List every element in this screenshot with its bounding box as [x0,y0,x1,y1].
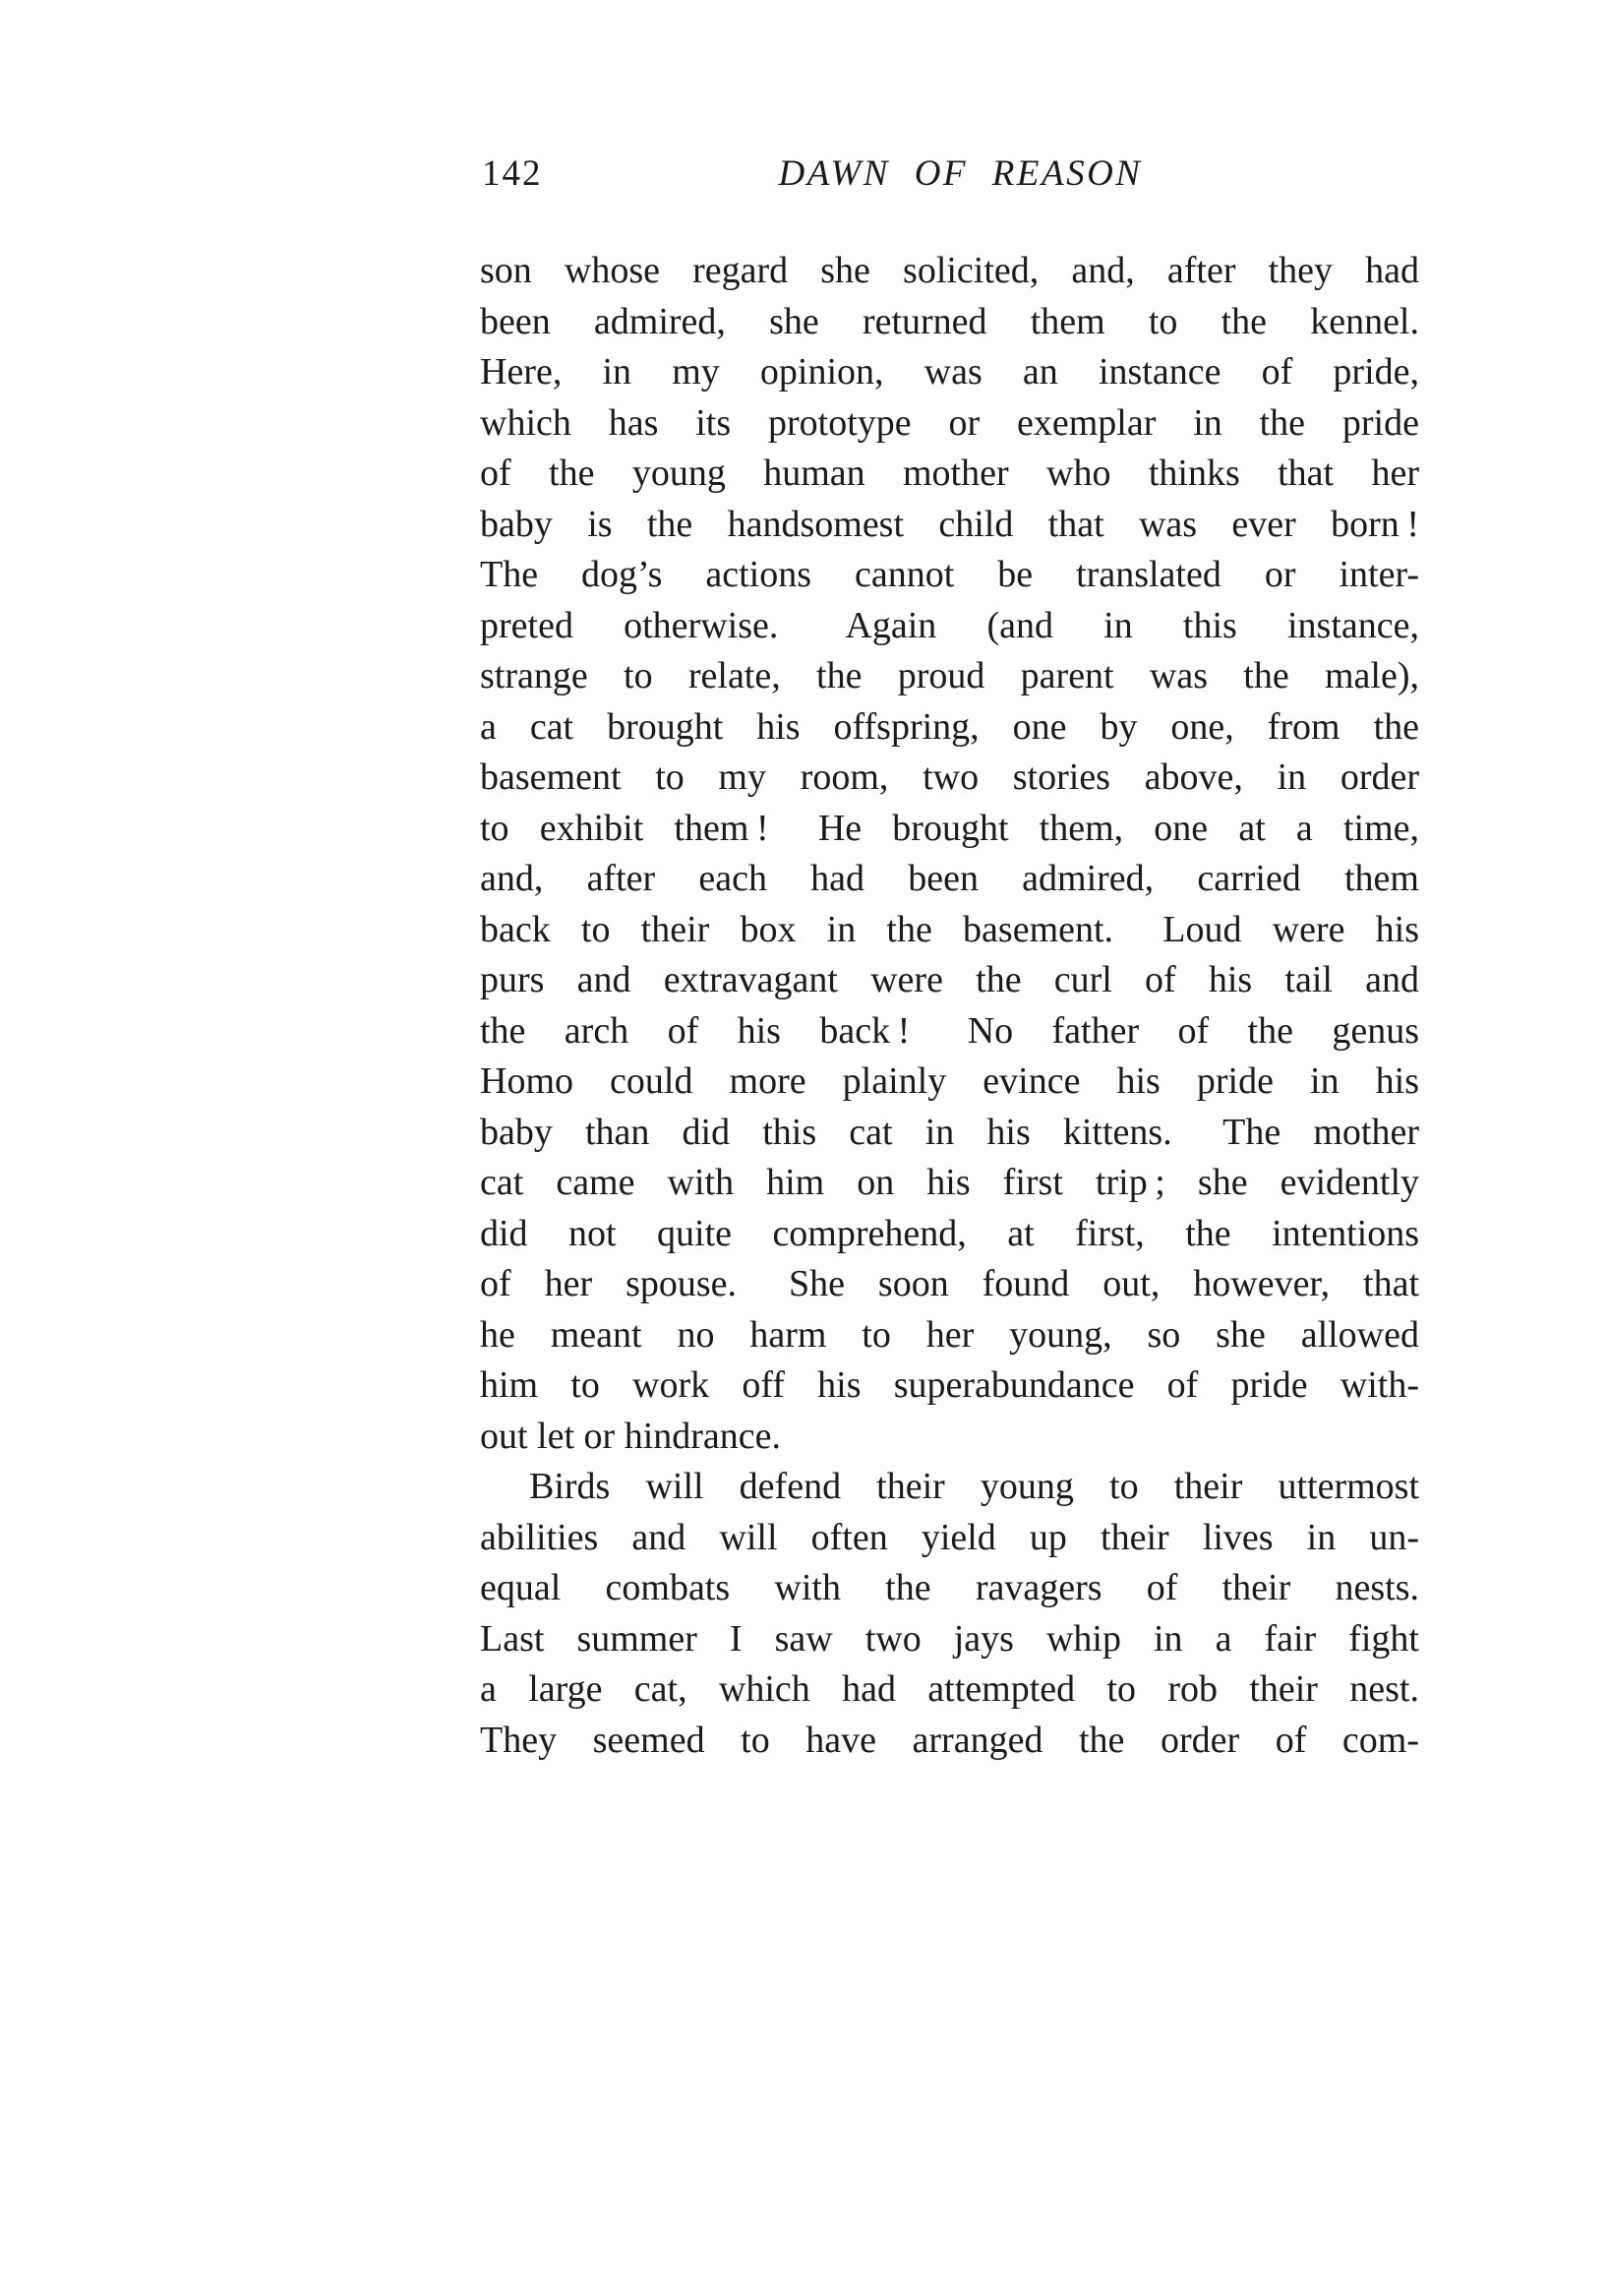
text-line: baby than did this cat in his kittens. The mother [480,1111,1419,1153]
text-line: son whose regard she solicited, and, after they had [480,250,1419,291]
page-content [480,153,1419,1766]
text-line: he meant no harm to her young, so she allowed [480,1313,1419,1356]
text-line: strange to relate, the proud parent was the male), [480,655,1419,696]
text-line: baby is the handsomest child that was ever born ! [480,503,1419,545]
running-title: DAWN OF REASON [778,153,1143,194]
text-line: him to work off his superabundance of pride with- [480,1364,1419,1406]
text-line: of her spouse. She soon found out, however, that [480,1263,1419,1304]
text-line: a cat brought his offspring, one by one, from the [480,705,1419,748]
text-line: cat came with him on his first trip ; she evidently [480,1162,1419,1203]
text-line: basement to my room, two stories above, in order [480,756,1419,798]
text-line: to exhibit them ! He brought them, one at a time, [480,807,1419,849]
text-line: They seemed to have arranged the order of com- [480,1719,1419,1761]
text-line: Birds will defend their young to their uttermost [529,1466,1419,1507]
text-line: purs and extravagant were the curl of his tail and [480,959,1419,1000]
running-head [480,153,1419,195]
text-line: The dog’s actions cannot be translated or inter- [480,554,1419,595]
text-line: a large cat, which had attempted to rob their nest. [480,1668,1419,1710]
text-line: Last summer I saw two jays whip in a fair fight [480,1617,1419,1660]
text-line: back to their box in the basement. Loud were his [480,908,1419,950]
text-line: equal combats with the ravagers of their nests. [480,1567,1419,1608]
text-line: which has its prototype or exemplar in the pride [480,401,1419,444]
text-line: been admired, she returned them to the kennel. [480,300,1419,342]
text-line: out let or hindrance. [480,1415,782,1457]
text-line: Homo could more plainly evince his pride in his [480,1060,1419,1102]
text-line: of the young human mother who thinks that her [480,453,1419,494]
page-number: 142 [482,153,543,194]
text-line: and, after each had been admired, carried them [480,858,1419,899]
text-line: Here, in my opinion, was an instance of pride, [480,351,1419,393]
text-line: abilities and will often yield up their lives in un- [480,1516,1419,1558]
text-line: preted otherwise. Again (and in this instance, [480,604,1419,646]
text-line: the arch of his back ! No father of the genus [480,1009,1419,1052]
body-text [480,246,1419,1766]
text-line: did not quite comprehend, at first, the intentions [480,1212,1419,1254]
